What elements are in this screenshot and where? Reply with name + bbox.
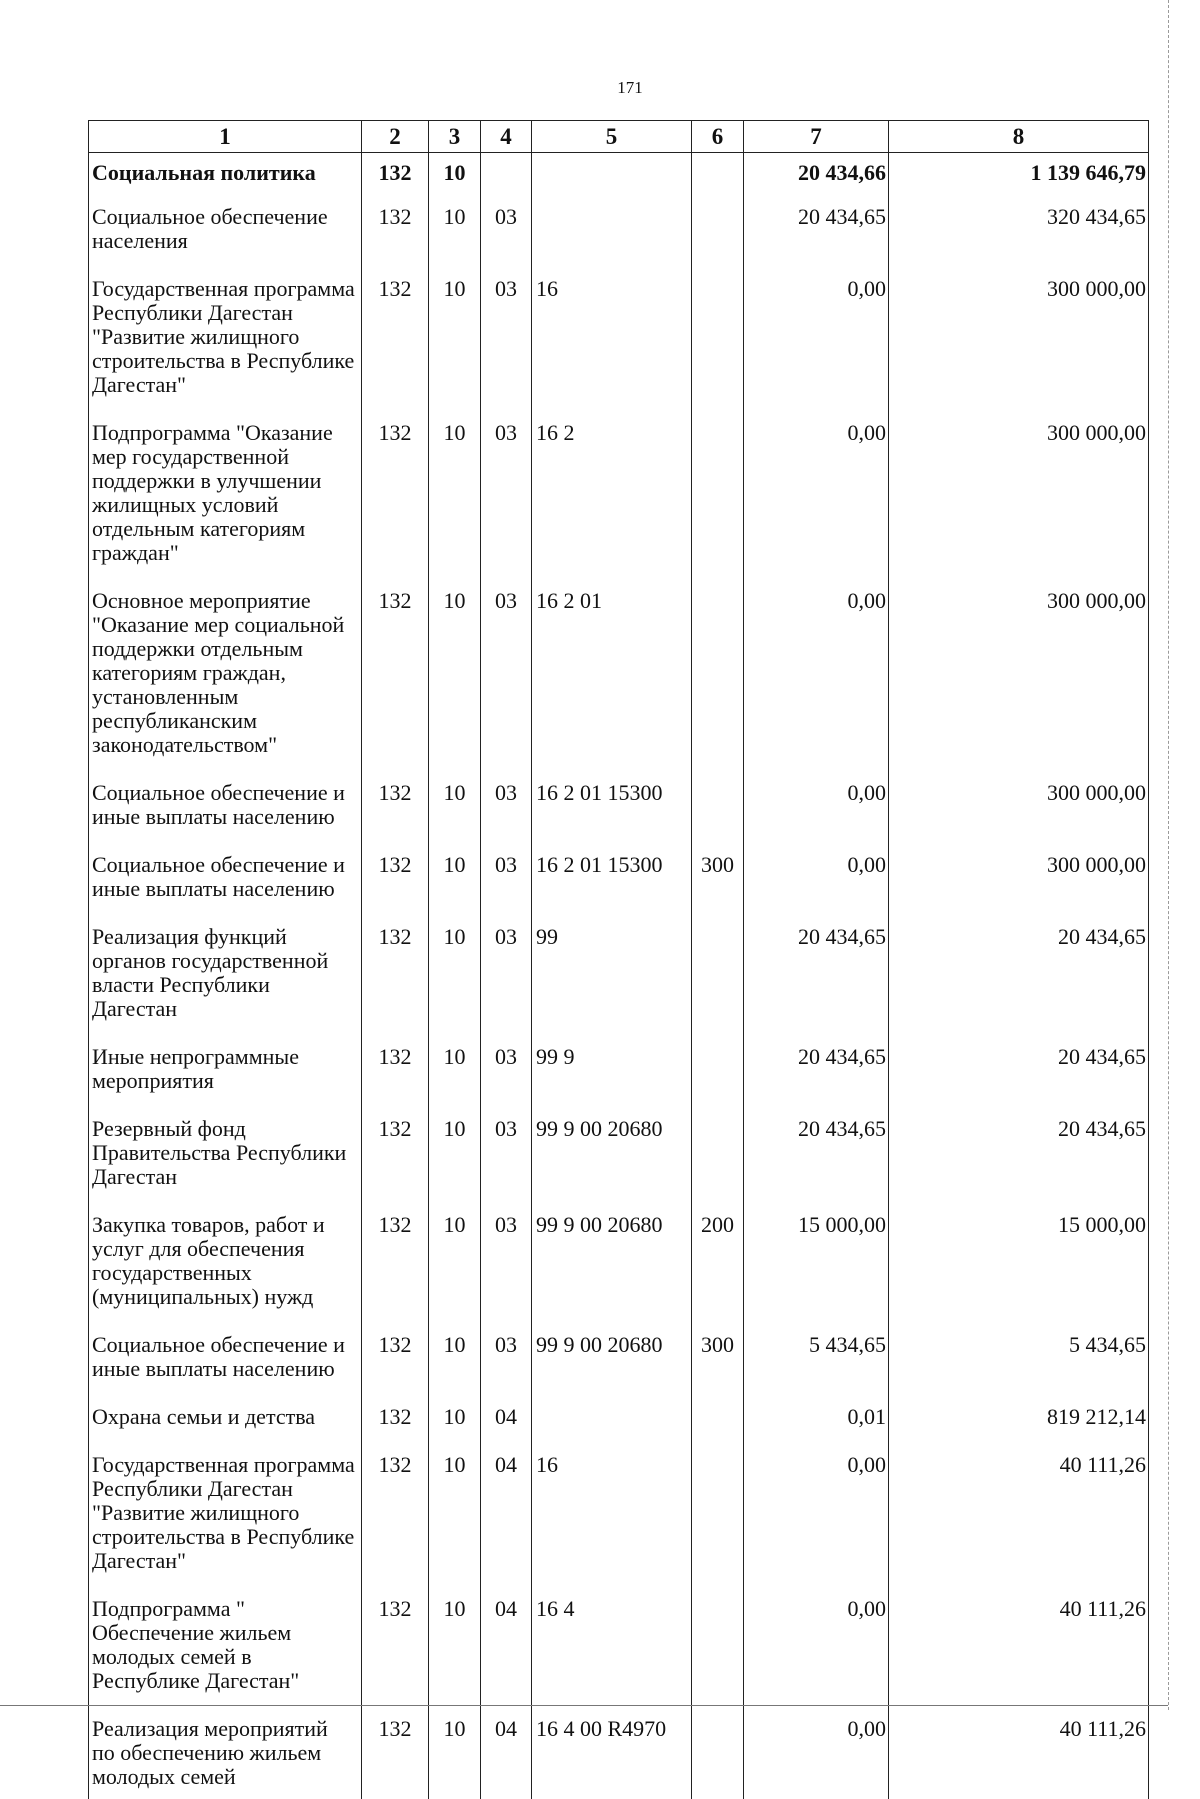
section-cell: 10: [429, 415, 481, 583]
table-row: [89, 153, 1149, 200]
row-name-cell: Социальное обеспечение и иные выплаты населению: [89, 775, 362, 847]
amount-total-cell: 40 111,26: [889, 1711, 1149, 1799]
expense-type-cell: [692, 583, 744, 775]
column-header: 3: [429, 121, 481, 153]
section-cell: 10: [429, 271, 481, 415]
section-cell: 10: [429, 1591, 481, 1711]
subsection-cell: 03: [481, 1207, 532, 1327]
column-header: 4: [481, 121, 532, 153]
row-name-cell: Государственная программа Республики Дагестан "Развитие жилищного строительства в Республике Дагестан": [89, 271, 362, 415]
subsection-cell: 03: [481, 1327, 532, 1399]
subsection-cell: 03: [481, 847, 532, 919]
amount-cell: 0,00: [744, 415, 889, 583]
amount-total-cell: 20 434,65: [889, 919, 1149, 1039]
code-cell: 132: [362, 775, 429, 847]
amount-total-cell: 320 434,65: [889, 199, 1149, 271]
row-name-cell: Подпрограмма "Оказание мер государственной поддержки в улучшении жилищных условий отдельным категориям граждан": [89, 415, 362, 583]
code-cell: 132: [362, 919, 429, 1039]
budget-table: [88, 120, 1149, 1799]
amount-cell: 0,00: [744, 583, 889, 775]
amount-cell: 5 434,65: [744, 1327, 889, 1399]
table-row: [89, 1207, 1149, 1327]
table-row: [89, 919, 1149, 1039]
table-body: [89, 153, 1149, 1799]
section-cell: 10: [429, 1399, 481, 1447]
subsection-cell: 03: [481, 583, 532, 775]
amount-cell: 0,00: [744, 1447, 889, 1591]
row-name-cell: Социальная политика: [89, 153, 362, 200]
amount-cell: 20 434,66: [744, 153, 889, 200]
target-article-cell: 16 2: [532, 415, 692, 583]
row-name-cell: Социальное обеспечение населения: [89, 199, 362, 271]
subsection-cell: 03: [481, 919, 532, 1039]
amount-cell: 20 434,65: [744, 1111, 889, 1207]
target-article-cell: [532, 153, 692, 200]
target-article-cell: 16 2 01 15300: [532, 775, 692, 847]
section-cell: 10: [429, 1207, 481, 1327]
code-cell: 132: [362, 1711, 429, 1799]
subsection-cell: 03: [481, 415, 532, 583]
target-article-cell: 16 4: [532, 1591, 692, 1711]
subsection-cell: 03: [481, 775, 532, 847]
section-cell: 10: [429, 1447, 481, 1591]
row-name-cell: Охрана семьи и детства: [89, 1399, 362, 1447]
target-article-cell: 99 9 00 20680: [532, 1111, 692, 1207]
amount-total-cell: 20 434,65: [889, 1039, 1149, 1111]
section-cell: 10: [429, 919, 481, 1039]
expense-type-cell: [692, 1111, 744, 1207]
subsection-cell: 04: [481, 1447, 532, 1591]
section-cell: 10: [429, 583, 481, 775]
table-row: [89, 1711, 1149, 1799]
target-article-cell: 16: [532, 1447, 692, 1591]
column-header: 5: [532, 121, 692, 153]
section-cell: 10: [429, 1039, 481, 1111]
expense-type-cell: [692, 1447, 744, 1591]
code-cell: 132: [362, 199, 429, 271]
subsection-cell: [481, 153, 532, 200]
code-cell: 132: [362, 1327, 429, 1399]
section-cell: 10: [429, 775, 481, 847]
target-article-cell: 16 2 01: [532, 583, 692, 775]
row-name-cell: Государственная программа Республики Дагестан "Развитие жилищного строительства в Республике Дагестан": [89, 1447, 362, 1591]
section-cell: 10: [429, 153, 481, 200]
code-cell: 132: [362, 1111, 429, 1207]
amount-cell: 20 434,65: [744, 919, 889, 1039]
target-article-cell: 99 9 00 20680: [532, 1207, 692, 1327]
subsection-cell: 03: [481, 1039, 532, 1111]
subsection-cell: 03: [481, 199, 532, 271]
column-header: 2: [362, 121, 429, 153]
expense-type-cell: [692, 1039, 744, 1111]
code-cell: 132: [362, 583, 429, 775]
expense-type-cell: [692, 271, 744, 415]
code-cell: 132: [362, 847, 429, 919]
header-row: [89, 121, 1149, 153]
amount-total-cell: 819 212,14: [889, 1399, 1149, 1447]
code-cell: 132: [362, 1039, 429, 1111]
amount-total-cell: 40 111,26: [889, 1447, 1149, 1591]
row-name-cell: Социальное обеспечение и иные выплаты населению: [89, 1327, 362, 1399]
table-row: [89, 1111, 1149, 1207]
expense-type-cell: [692, 1399, 744, 1447]
section-cell: 10: [429, 199, 481, 271]
code-cell: 132: [362, 153, 429, 200]
expense-type-cell: [692, 919, 744, 1039]
row-name-cell: Подпрограмма " Обеспечение жильем молодых семей в Республике Дагестан": [89, 1591, 362, 1711]
scan-edge-bottom: [0, 1705, 1168, 1707]
code-cell: 132: [362, 271, 429, 415]
target-article-cell: 99 9 00 20680: [532, 1327, 692, 1399]
target-article-cell: [532, 1399, 692, 1447]
expense-type-cell: [692, 415, 744, 583]
amount-total-cell: 300 000,00: [889, 583, 1149, 775]
amount-cell: 0,00: [744, 775, 889, 847]
table-row: [89, 583, 1149, 775]
amount-total-cell: 5 434,65: [889, 1327, 1149, 1399]
amount-total-cell: 300 000,00: [889, 271, 1149, 415]
amount-total-cell: 300 000,00: [889, 415, 1149, 583]
column-header: 6: [692, 121, 744, 153]
table-header: [89, 121, 1149, 153]
section-cell: 10: [429, 1327, 481, 1399]
table-row: [89, 1591, 1149, 1711]
code-cell: 132: [362, 1591, 429, 1711]
amount-cell: 0,00: [744, 1591, 889, 1711]
section-cell: 10: [429, 1111, 481, 1207]
amount-cell: 0,00: [744, 847, 889, 919]
table-row: [89, 1327, 1149, 1399]
target-article-cell: 16 4 00 R4970: [532, 1711, 692, 1799]
subsection-cell: 04: [481, 1711, 532, 1799]
column-header: 1: [89, 121, 362, 153]
table-row: [89, 1399, 1149, 1447]
row-name-cell: Иные непрограммные мероприятия: [89, 1039, 362, 1111]
amount-total-cell: 20 434,65: [889, 1111, 1149, 1207]
subsection-cell: 03: [481, 1111, 532, 1207]
amount-cell: 20 434,65: [744, 1039, 889, 1111]
row-name-cell: Основное мероприятие "Оказание мер социальной поддержки отдельным категориям граждан, установленным республиканским законодательством": [89, 583, 362, 775]
table-row: [89, 775, 1149, 847]
expense-type-cell: 200: [692, 1207, 744, 1327]
expense-type-cell: 300: [692, 1327, 744, 1399]
table-row: [89, 847, 1149, 919]
subsection-cell: 04: [481, 1591, 532, 1711]
row-name-cell: Реализация мероприятий по обеспечению жильем молодых семей: [89, 1711, 362, 1799]
expense-type-cell: [692, 199, 744, 271]
expense-type-cell: 300: [692, 847, 744, 919]
code-cell: 132: [362, 1399, 429, 1447]
amount-cell: 0,01: [744, 1399, 889, 1447]
amount-cell: 20 434,65: [744, 199, 889, 271]
row-name-cell: Социальное обеспечение и иные выплаты населению: [89, 847, 362, 919]
amount-cell: 0,00: [744, 271, 889, 415]
table-row: [89, 199, 1149, 271]
scan-edge-right: [1168, 0, 1170, 1710]
amount-total-cell: 40 111,26: [889, 1591, 1149, 1711]
table-row: [89, 415, 1149, 583]
expense-type-cell: [692, 1711, 744, 1799]
target-article-cell: 16 2 01 15300: [532, 847, 692, 919]
amount-total-cell: 300 000,00: [889, 847, 1149, 919]
target-article-cell: 16: [532, 271, 692, 415]
amount-cell: 15 000,00: [744, 1207, 889, 1327]
section-cell: 10: [429, 847, 481, 919]
page-number: 171: [0, 78, 1200, 98]
target-article-cell: 99: [532, 919, 692, 1039]
expense-type-cell: [692, 775, 744, 847]
amount-total-cell: 1 139 646,79: [889, 153, 1149, 200]
expense-type-cell: [692, 153, 744, 200]
row-name-cell: Резервный фонд Правительства Республики Дагестан: [89, 1111, 362, 1207]
subsection-cell: 03: [481, 271, 532, 415]
target-article-cell: 99 9: [532, 1039, 692, 1111]
amount-total-cell: 15 000,00: [889, 1207, 1149, 1327]
amount-cell: 0,00: [744, 1711, 889, 1799]
code-cell: 132: [362, 1447, 429, 1591]
expense-type-cell: [692, 1591, 744, 1711]
code-cell: 132: [362, 1207, 429, 1327]
section-cell: 10: [429, 1711, 481, 1799]
row-name-cell: Закупка товаров, работ и услуг для обеспечения государственных (муниципальных) нужд: [89, 1207, 362, 1327]
table-row: [89, 1039, 1149, 1111]
table-row: [89, 271, 1149, 415]
column-header: 7: [744, 121, 889, 153]
table-row: [89, 1447, 1149, 1591]
row-name-cell: Реализация функций органов государственной власти Республики Дагестан: [89, 919, 362, 1039]
subsection-cell: 04: [481, 1399, 532, 1447]
code-cell: 132: [362, 415, 429, 583]
target-article-cell: [532, 199, 692, 271]
column-header: 8: [889, 121, 1149, 153]
amount-total-cell: 300 000,00: [889, 775, 1149, 847]
